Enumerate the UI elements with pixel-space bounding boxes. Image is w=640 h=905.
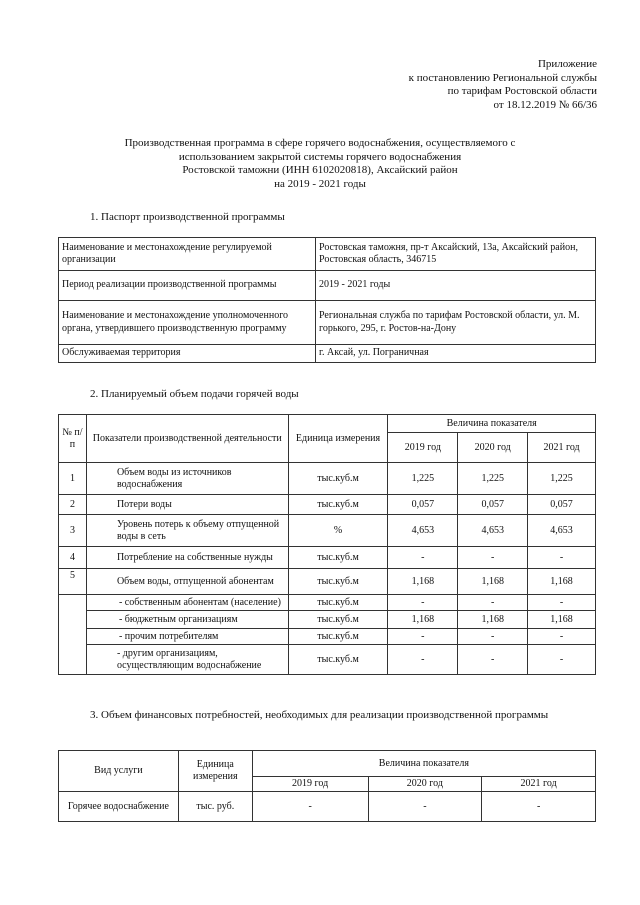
row-unit: тыс. руб.: [178, 792, 252, 822]
table-header-row: [59, 751, 596, 777]
col-header-2020: 2020 год: [368, 777, 482, 792]
section1-heading: 1. Паспорт производственной программы: [90, 211, 285, 223]
appendix-line: от 18.12.2019 № 66/36: [493, 98, 597, 111]
subrow-indicator: - прочим потребителям: [86, 629, 288, 645]
row-number: 5: [59, 569, 87, 595]
table-row: [59, 792, 596, 822]
row-number: 3: [59, 515, 87, 547]
table-row: [59, 515, 596, 547]
passport-label: Обслуживаемая территория: [59, 345, 316, 363]
subrow-value-2020: -: [458, 645, 528, 675]
row-value-2021: 4,653: [528, 515, 596, 547]
table-row: [59, 271, 596, 301]
appendix-line: к постановлению Региональной службы: [408, 71, 597, 84]
row-indicator: Объем воды, отпущенной абонентам: [86, 569, 288, 595]
water-volume-table: [58, 414, 596, 675]
col-header-2020: 2020 год: [458, 433, 528, 463]
row-value-2020: 1,168: [458, 569, 528, 595]
subrow-indicator: - бюджетным организациям: [86, 611, 288, 629]
row-indicator: Потребление на собственные нужды: [86, 547, 288, 569]
passport-value: 2019 - 2021 годы: [316, 271, 596, 301]
table-subrow: [59, 645, 596, 675]
row-value-2019: -: [252, 792, 368, 822]
row-value-2020: 4,653: [458, 515, 528, 547]
subrow-unit: тыс.куб.м: [288, 645, 388, 675]
row-value-2019: 1,225: [388, 463, 458, 495]
row-indicator: Объем воды из источников водоснабжения: [86, 463, 288, 495]
subrow-value-2020: -: [458, 629, 528, 645]
subrow-value-2019: 1,168: [388, 611, 458, 629]
section2-heading: 2. Планируемый объем подачи горячей воды: [90, 388, 299, 400]
subrow-unit: тыс.куб.м: [288, 611, 388, 629]
row-value-2020: 0,057: [458, 495, 528, 515]
subrow-unit: тыс.куб.м: [288, 629, 388, 645]
subrow-value-2021: -: [528, 645, 596, 675]
col-header-2021: 2021 год: [528, 433, 596, 463]
col-header-2019: 2019 год: [388, 433, 458, 463]
subrow-value-2019: -: [388, 595, 458, 611]
financial-needs-table: [58, 750, 596, 822]
subrow-value-2021: 1,168: [528, 611, 596, 629]
row-indicator: Уровень потерь к объему отпущенной воды в сеть: [86, 515, 288, 547]
title-line: на 2019 - 2021 годы: [274, 177, 366, 190]
passport-value: Ростовская таможня, пр-т Аксайский, 13а, Аксайский район, Ростовская область, 346715: [316, 238, 596, 271]
passport-label: Наименование и местонахождение уполномоченного органа, утвердившего производственную программу: [59, 301, 316, 345]
col-header-2019: 2019 год: [252, 777, 368, 792]
row-value-2021: -: [528, 547, 596, 569]
row-value-2019: 0,057: [388, 495, 458, 515]
col-header-value: Величина показателя: [252, 751, 595, 777]
table-header-row: [59, 415, 596, 433]
subrow-value-2020: 1,168: [458, 611, 528, 629]
row-value-2021: 0,057: [528, 495, 596, 515]
row-indicator: Потери воды: [86, 495, 288, 515]
passport-label: Наименование и местонахождение регулируемой организации: [59, 238, 316, 271]
col-header-service: Вид услуги: [59, 751, 179, 792]
row-value-2019: 1,168: [388, 569, 458, 595]
subrow-indicator: - другим организациям, осуществляющим водоснабжение: [86, 645, 288, 675]
col-header-num: № п/п: [59, 415, 87, 463]
table-row: [59, 463, 596, 495]
row-value-2020: -: [368, 792, 482, 822]
table-subrow: [59, 595, 596, 611]
passport-value: Региональная служба по тарифам Ростовской области, ул. М. горького, 295, г. Ростов-на-Дону: [316, 301, 596, 345]
appendix-line: Приложение: [537, 58, 597, 70]
row-number: 2: [59, 495, 87, 515]
subrow-unit: тыс.куб.м: [288, 595, 388, 611]
table-row: [59, 345, 596, 363]
subrow-value-2021: -: [528, 629, 596, 645]
row-number: 1: [59, 463, 87, 495]
row-value-2019: 4,653: [388, 515, 458, 547]
subrow-value-2019: -: [388, 645, 458, 675]
title-line: Производственная программа в сфере горячего водоснабжения, осуществляемого с: [124, 137, 516, 149]
table-row: [59, 569, 596, 595]
appendix-header: [409, 58, 597, 112]
row-unit: тыс.куб.м: [288, 495, 388, 515]
row-unit: тыс.куб.м: [288, 569, 388, 595]
row-unit: тыс.куб.м: [288, 547, 388, 569]
row-value-2021: 1,168: [528, 569, 596, 595]
passport-label: Период реализации производственной программы: [59, 271, 316, 301]
appendix-line: по тарифам Ростовской области: [447, 85, 597, 97]
table-row: [59, 238, 596, 271]
subrow-number-blank: [59, 595, 87, 675]
row-unit: тыс.куб.м: [288, 463, 388, 495]
row-value-2021: -: [482, 792, 596, 822]
subrow-value-2019: -: [388, 629, 458, 645]
title-line: использованием закрытой системы горячего водоснабжения: [178, 150, 462, 163]
col-header-indicator: Показатели производственной деятельности: [86, 415, 288, 463]
table-subrow: [59, 629, 596, 645]
col-header-unit: Единица измерения: [288, 415, 388, 463]
row-value-2021: 1,225: [528, 463, 596, 495]
table-row: [59, 301, 596, 345]
row-unit: %: [288, 515, 388, 547]
passport-value: г. Аксай, ул. Пограничная: [316, 345, 596, 363]
subrow-value-2020: -: [458, 595, 528, 611]
row-number: 4: [59, 547, 87, 569]
row-value-2020: -: [458, 547, 528, 569]
col-header-2021: 2021 год: [482, 777, 596, 792]
title-line: Ростовской таможни (ИНН 6102020818), Аксайский район: [182, 164, 458, 176]
passport-table: [58, 237, 596, 363]
col-header-value: Величина показателя: [388, 415, 596, 433]
subrow-value-2021: -: [528, 595, 596, 611]
row-value-2020: 1,225: [458, 463, 528, 495]
document-title: [70, 137, 570, 191]
row-service: Горячее водоснабжение: [59, 792, 179, 822]
row-value-2019: -: [388, 547, 458, 569]
table-subrow: [59, 611, 596, 629]
table-row: [59, 547, 596, 569]
subrow-indicator: - собственным абонентам (население): [86, 595, 288, 611]
section3-heading: 3. Объем финансовых потребностей, необходимых для реализации производственной программы: [90, 709, 549, 721]
table-row: [59, 495, 596, 515]
col-header-unit: Единица измерения: [178, 751, 252, 792]
